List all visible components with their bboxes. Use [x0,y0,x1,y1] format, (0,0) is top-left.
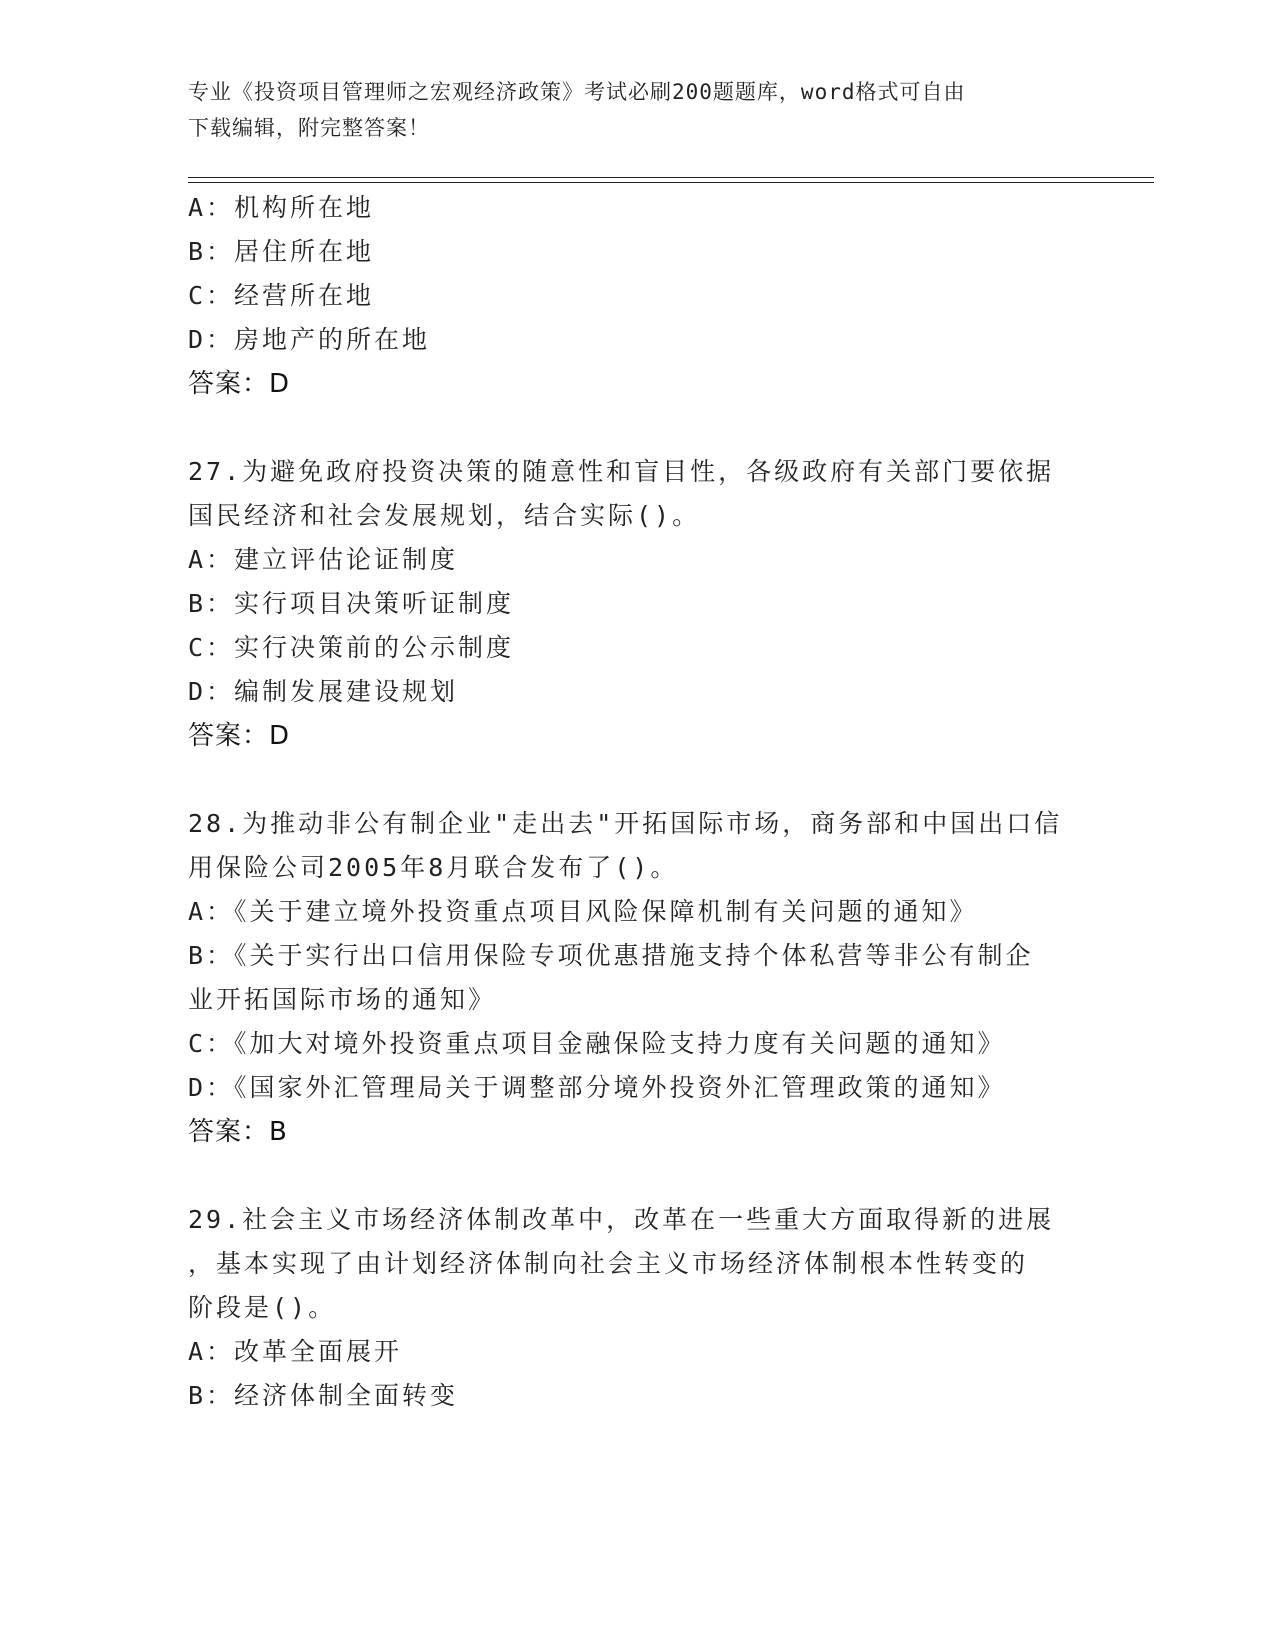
document-header [188,74,1068,146]
q26-option-a: A：机构所在地 [188,193,375,222]
q29-option-a: A：改革全面展开 [188,1337,403,1366]
header-line-1: 专业《投资项目管理师之宏观经济政策》考试必刷200题题库，word格式可自由 [188,80,966,104]
header-rule-top [188,177,1154,178]
q28-option-d: D：《国家外汇管理局关于调整部分境外投资外汇管理政策的通知》 [188,1073,1006,1102]
q27-stem-line-2: 国民经济和社会发展规划，结合实际()。 [188,501,701,530]
q28-option-b-line-2: 业开拓国际市场的通知》 [188,985,497,1014]
q27-answer: 答案：D [188,721,291,751]
q27-stem-line-1: 27.为避免政府投资决策的随意性和盲目性，各级政府有关部门要依据 [188,457,1055,486]
q29-stem-line-3: 阶段是()。 [188,1293,337,1322]
q28-stem-line-2: 用保险公司2005年8月联合发布了()。 [188,853,679,882]
q26-option-c: C：经营所在地 [188,281,375,310]
q29-stem-line-1: 29.社会主义市场经济体制改革中，改革在一些重大方面取得新的进展 [188,1205,1055,1234]
q27-option-d: D：编制发展建设规划 [188,677,459,706]
header-rule-bottom [188,182,1154,183]
q29-option-b: B：经济体制全面转变 [188,1381,459,1410]
q29-stem-line-2: ，基本实现了由计划经济体制向社会主义市场经济体制根本性转变的 [188,1249,1029,1278]
q26-answer: 答案：D [188,369,291,399]
q28-stem-line-1: 28.为推动非公有制企业"走出去"开拓国际市场，商务部和中国出口信 [188,809,1063,838]
q27-option-c: C：实行决策前的公示制度 [188,633,515,662]
header-line-2: 下载编辑，附完整答案！ [188,116,430,140]
q27-option-a: A：建立评估论证制度 [188,545,459,574]
q28-option-a: A：《关于建立境外投资重点项目风险保障机制有关问题的通知》 [188,897,978,926]
q28-option-b-line-1: B：《关于实行出口信用保险专项优惠措施支持个体私营等非公有制企 [188,941,1034,970]
q26-option-d: D：房地产的所在地 [188,325,431,354]
q27-option-b: B：实行项目决策听证制度 [188,589,515,618]
q28-answer: 答案：B [188,1117,288,1147]
q28-option-c: C：《加大对境外投资重点项目金融保险支持力度有关问题的通知》 [188,1029,1006,1058]
q26-option-b: B：居住所在地 [188,237,375,266]
